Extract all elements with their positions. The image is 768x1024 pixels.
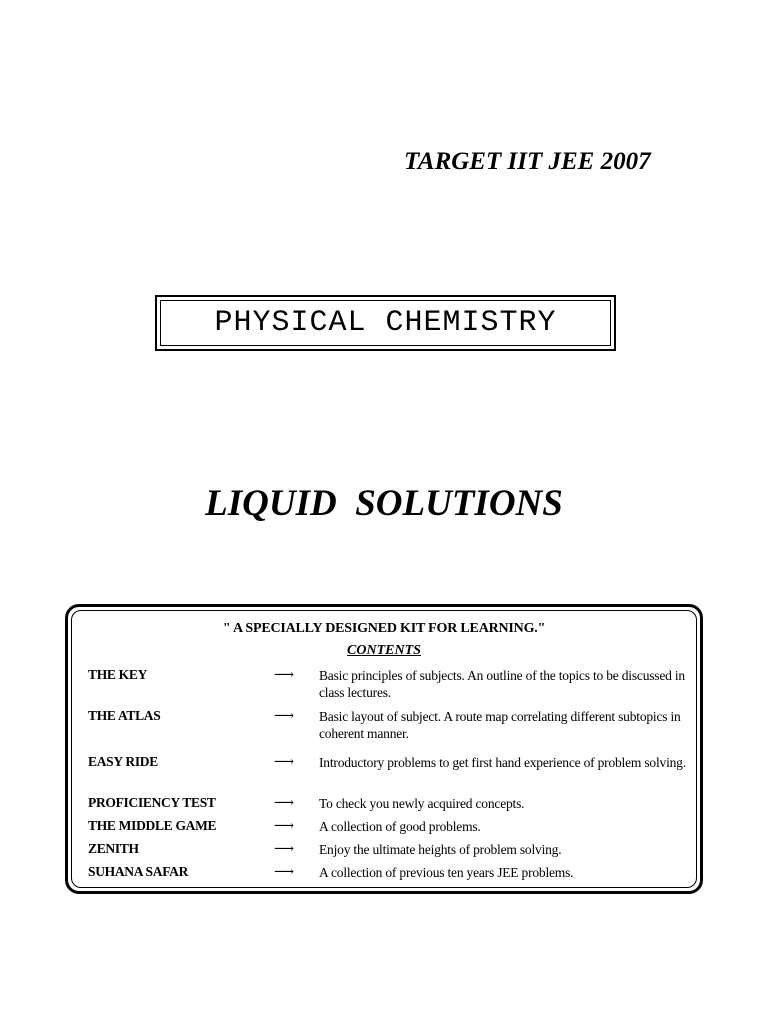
learning-kit-inner-frame xyxy=(71,610,697,888)
contents-row xyxy=(88,667,688,703)
contents-item-description: Basic layout of subject. A route map correlating different subtopics in coherent manner. xyxy=(319,709,681,741)
subject-title-box xyxy=(155,295,616,351)
kit-heading: " A SPECIALLY DESIGNED KIT FOR LEARNING." xyxy=(222,621,546,636)
target-exam-title: TARGET IIT JEE 2007 xyxy=(404,148,651,175)
right-arrow-icon: ⟶ xyxy=(274,755,295,770)
contents-row xyxy=(88,795,688,815)
contents-item-name: THE ATLAS xyxy=(88,708,161,723)
subject-title: PHYSICAL CHEMISTRY xyxy=(214,306,557,340)
contents-item-name: PROFICIENCY TEST xyxy=(88,795,216,810)
contents-item-description: Enjoy the ultimate heights of problem solving. xyxy=(319,842,562,857)
right-arrow-icon: ⟶ xyxy=(274,668,295,683)
right-arrow-icon: ⟶ xyxy=(274,796,295,811)
right-arrow-icon: ⟶ xyxy=(274,709,295,724)
topic-title: LIQUID SOLUTIONS xyxy=(205,483,563,524)
subject-title-inner-frame xyxy=(160,300,611,346)
contents-item-description: Introductory problems to get first hand experience of problem solving. xyxy=(319,755,686,770)
contents-row xyxy=(88,754,688,790)
contents-item-name: THE MIDDLE GAME xyxy=(88,818,217,833)
contents-row xyxy=(88,864,688,884)
contents-label: CONTENTS xyxy=(347,643,421,658)
right-arrow-icon: ⟶ xyxy=(274,842,295,857)
contents-item-description: To check you newly acquired concepts. xyxy=(319,796,525,811)
right-arrow-icon: ⟶ xyxy=(274,865,295,880)
contents-row xyxy=(88,841,688,861)
right-arrow-icon: ⟶ xyxy=(274,819,295,834)
contents-row xyxy=(88,708,688,744)
contents-item-name: THE KEY xyxy=(88,667,148,682)
contents-item-name: EASY RIDE xyxy=(88,754,158,769)
contents-item-name: SUHANA SAFAR xyxy=(88,864,189,879)
contents-item-description: A collection of good problems. xyxy=(319,819,481,834)
learning-kit-box xyxy=(65,604,703,894)
contents-item-name: ZENITH xyxy=(88,841,139,856)
contents-item-description: A collection of previous ten years JEE problems. xyxy=(319,865,574,880)
contents-row xyxy=(88,818,688,838)
contents-item-description: Basic principles of subjects. An outline of the topics to be discussed in class lectures. xyxy=(319,668,685,700)
